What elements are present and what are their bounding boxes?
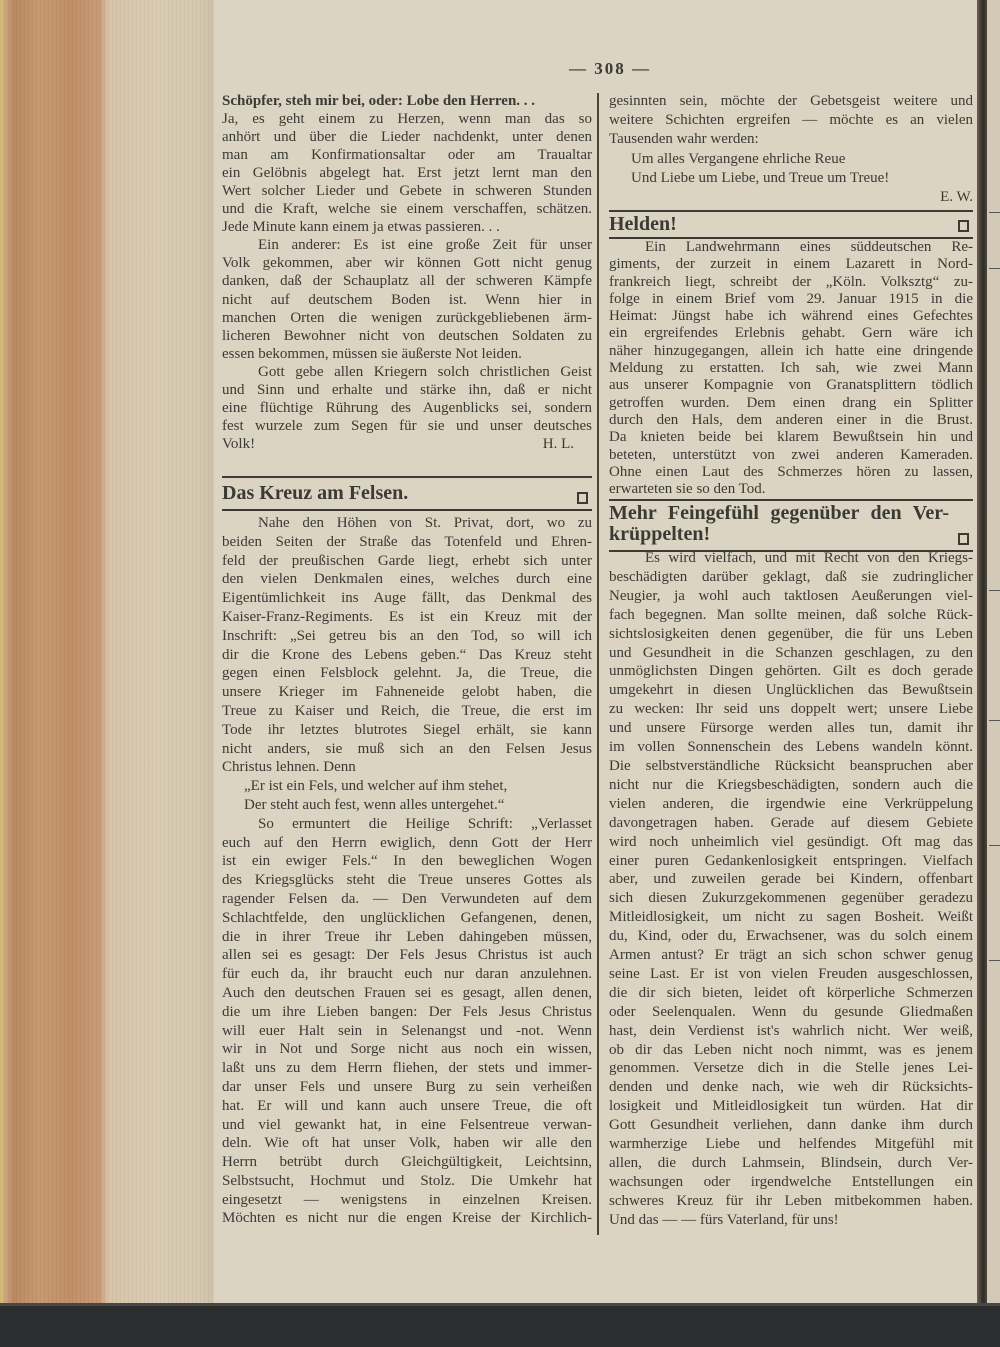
text-line (222, 965, 592, 984)
text-line (609, 1097, 973, 1116)
line-text: Eigentümlichkeit ins Auge fällt, das Denkmal des (222, 590, 592, 607)
text-line (609, 700, 973, 719)
text-line (222, 552, 592, 571)
line-text: Christus lehnen. Denn (222, 759, 356, 776)
line-text: Ja, es geht einem zu Herzen, wenn man das so (222, 111, 592, 128)
text-line (609, 946, 973, 965)
line-text: schweres Kreuz für ihr Leben mitbekommen haben. (609, 1192, 973, 1209)
line-text: die dir sich bieten, leidet oft körperliche Schmerzen (609, 984, 973, 1001)
line-text: Kaiser-Franz-Regiments. Es ist ein Kreuz mit der (222, 608, 592, 625)
line-text: umgekehrt in diesen Unglücklichen das Bewußtsein (609, 682, 973, 699)
text-line (609, 150, 973, 169)
text-line (609, 308, 973, 325)
line-text: allen, die durch Lahmsein, Blindsein, durch Ver- (609, 1155, 973, 1171)
line-text: ein ergreifendes Erlebnis gehabt. Gern wäre ich (609, 325, 973, 342)
line-text: unmöglichsten Dingen gehörten. Gilt es doch gerade (609, 663, 973, 680)
line-text: beiden Seiten der Straße das Totenfeld und Ehren- (222, 533, 592, 550)
line-text: Auch den deutschen Frauen sei es gesagt, allen denen, (222, 984, 592, 1001)
text-line (609, 395, 973, 412)
text-line (609, 984, 973, 1003)
line-text: für euch da, ihr braucht euch nur daran anzulehnen. (222, 966, 592, 983)
text-line (609, 325, 973, 342)
line-text: sich diesen Zukurzgekommenen gegenüber geradezu (609, 890, 973, 907)
line-text: oder Seelenqualen. Wenn du gesunde Gliedmaßen (609, 1003, 973, 1020)
line-text: ob dir das Leben nicht noch nimmt, was es jenem (609, 1041, 973, 1058)
text-line (222, 1003, 592, 1022)
line-text: licheren Bewohner nicht von deutschen Soldaten zu (222, 327, 592, 344)
next-page-edge (987, 0, 1000, 1305)
text-line (609, 111, 973, 130)
text-line (222, 514, 592, 533)
line-text: des Kriegsglücks steht die Treue unseres Gottes als (222, 872, 592, 889)
text-line (222, 200, 592, 218)
text-line (222, 1134, 592, 1153)
line-text: anhört und über die Lieder nachdenkt, unter denen (222, 129, 592, 146)
text-line (222, 309, 592, 327)
paragraph (222, 110, 592, 236)
line-text: aus unserer Kompagnie von Granatsplittern tödlich (609, 377, 973, 394)
line-text: eine flüchtige Rührung des Augenblicks sei, sondern (222, 399, 592, 416)
text-line (609, 1059, 973, 1078)
text-line (222, 928, 592, 947)
line-text: Der steht auch fest, wenn alles untergehet.“ (244, 796, 505, 813)
text-line (609, 587, 973, 606)
line-text: erwarteten sie so den Tod. (609, 481, 766, 498)
line-text: allen sei es gesagt: Der Fels Jesus Christus ist auch (222, 947, 592, 964)
line-text: eingesetzt — wenigstens in einzelnen Kreisen. (222, 1191, 592, 1208)
article-body-helden (609, 239, 973, 498)
line-text: frankreich liegt, schreibt der „Köln. Volksztg“ zu- (609, 273, 973, 290)
left-intro-text (222, 92, 592, 453)
line-text: fest wurzele zum Segen für sie und unser deutsches (222, 417, 592, 434)
square-icon (958, 220, 969, 232)
text-line (222, 815, 592, 834)
line-text: hat. Er will und kann auch unsere Treue, die oft (222, 1097, 592, 1114)
line-text: Ein anderer: Es ist eine große Zeit für unser (258, 237, 592, 254)
page-bottom-edge (0, 1303, 1000, 1306)
text-line (222, 608, 592, 627)
text-line (222, 852, 592, 871)
text-line (609, 738, 973, 757)
text-line (609, 1116, 973, 1135)
line-text: die in ihrer Treue ihr Leben dahingeben müssen, (222, 928, 592, 945)
text-line (609, 1078, 973, 1097)
line-text: Und Liebe um Liebe, und Treue um Treue! (631, 169, 890, 186)
line-text: zu wecken: Ihr seid uns doppelt wert; unsere Liebe (609, 701, 973, 718)
text-line (609, 1135, 973, 1154)
text-line (222, 363, 592, 381)
line-text: wir in Not und Sorge nicht aus noch ein wissen, (222, 1041, 592, 1058)
text-line (222, 533, 592, 552)
verse (222, 777, 592, 815)
paragraph (222, 815, 592, 1229)
text-line (609, 343, 973, 360)
text-line (609, 814, 973, 833)
text-line (609, 239, 973, 256)
line-text: genommen. Versetze dich in die Stelle jenes Lei- (609, 1060, 973, 1077)
text-line (609, 481, 973, 498)
text-line (609, 256, 973, 273)
line-text: wird noch unheimlich viel gesündigt. Oft mag das (609, 833, 973, 850)
article-title-line: Mehr Feingefühl gegenüber den Ver- (609, 502, 949, 524)
text-line (609, 377, 973, 394)
text-line (609, 776, 973, 795)
text-line (609, 852, 973, 871)
text-line (222, 381, 592, 399)
text-line (222, 218, 592, 236)
line-text: ist ein ewiger Fels.“ In den beweglichen Wogen (222, 853, 592, 870)
line-text: und viel gewankt hat, in eine Felsentreue verwan- (222, 1116, 592, 1133)
text-line (222, 236, 592, 254)
line-text: und unsere Fürsorge werden alles tun, damit ihr (609, 720, 973, 737)
article-heading-helden (609, 210, 973, 239)
line-text: Jede Minute kann einem ja etwas passieren. . . (222, 219, 500, 236)
text-line (222, 92, 592, 110)
article-body-kreuz (222, 514, 592, 1228)
line-text: wachsungen oder irgendwelche Entstellungen ein (609, 1173, 973, 1190)
text-line (609, 429, 973, 446)
text-line (222, 758, 592, 777)
line-text: Herrn betrübt durch Gleichgültigkeit, Leichtsinn, (222, 1154, 592, 1171)
line-text: Gott gebe allen Kriegern solch christlichen Geist (258, 363, 592, 380)
line-text: beschädigten darüber geklagt, daß sie zudringlicher (609, 568, 973, 585)
paragraph (222, 92, 592, 110)
line-text: und die Kraft, welche sie einem verschaffen, schätzen. (222, 201, 592, 218)
line-text: Da knieten beide bei klarem Bewußtsein hin und (609, 429, 973, 446)
text-line (609, 447, 973, 464)
text-line (222, 589, 592, 608)
line-text: Inschrift: „Sei getreu bis an den Tod, so will ich (222, 627, 592, 644)
text-line (222, 128, 592, 146)
text-line (222, 110, 592, 128)
book-page-edges (0, 0, 215, 1305)
article-heading-feingefuehl (609, 499, 973, 552)
line-text: Die selbstverständliche Rücksicht beanspruchen aber (609, 757, 973, 774)
text-line (609, 662, 973, 681)
text-line (609, 889, 973, 908)
text-line (222, 417, 592, 435)
line-text: aber, und zuweilen gerade bei Kindern, offenbart (609, 871, 973, 888)
line-text: giments, der zurzeit in einem Lazarett in Nord- (609, 256, 973, 273)
line-text: unsere Krieger im Fahneneide gelobt haben, die (222, 684, 592, 701)
text-line (609, 719, 973, 738)
line-text: du, Kind, oder du, Erwachsener, was du solch einem (609, 928, 973, 945)
text-line (222, 664, 592, 683)
line-text: Meldung zu erstatten. Ich sah, wie zwei Mann (609, 360, 973, 377)
line-text: dir die Krone des Lebens geben.“ Das Kreuz steht (222, 646, 592, 663)
line-text: deln. Wie oft hat unser Volk, haben wir alle den (222, 1135, 592, 1152)
text-line (222, 1209, 592, 1228)
line-text: sichtslosigkeiten denen gegenüber, die für uns Leben (609, 625, 973, 642)
text-line (609, 757, 973, 776)
text-line (609, 833, 973, 852)
line-text: durch den Hals, dem anderen einer in die Brust. (609, 411, 973, 428)
signature: H. L. (542, 435, 574, 452)
text-line (222, 146, 592, 164)
text-line (222, 1078, 592, 1097)
text-line (609, 1041, 973, 1060)
text-line (222, 646, 592, 665)
line-text: Neugier, ja wohl auch taktlosen Aeußerungen viel- (609, 587, 973, 604)
right-intro-text (609, 92, 973, 188)
text-line (609, 927, 973, 946)
text-line (222, 327, 592, 345)
text-line (222, 740, 592, 759)
line-text: will euer Halt sein in Selenangst und -not. Wenn (222, 1022, 592, 1039)
paragraph (609, 549, 973, 1230)
text-line (222, 1022, 592, 1041)
text-line (222, 1153, 592, 1172)
paragraph (222, 236, 592, 362)
text-line (609, 412, 973, 429)
line-text: euch auf den Herrn ewiglich, denn Gott der Herr (222, 834, 592, 851)
line-text: Ein Landwehrmann eines süddeutschen Re- (645, 239, 973, 255)
text-line (609, 291, 973, 308)
text-line (609, 908, 973, 927)
article-heading-kreuz (222, 476, 592, 511)
text-line (222, 871, 592, 890)
line-text: Gott Gesundheit verliehen, dann danke ihm durch (609, 1117, 973, 1134)
text-line (222, 777, 592, 796)
text-line (222, 702, 592, 721)
text-line (609, 549, 973, 568)
line-text: Und das — — fürs Vaterland, für uns! (609, 1211, 839, 1228)
line-text: gesinnten sein, möchte der Gebetsgeist weitere und (609, 93, 973, 109)
page-number: — 308 — (569, 59, 651, 78)
square-icon (577, 492, 588, 504)
text-line (222, 984, 592, 1003)
text-line (222, 1097, 592, 1116)
line-text: folge in einem Brief vom 29. Januar 1915 in die (609, 290, 973, 307)
line-text: näher hinzugegangen, allein ich hatte eine dringende (609, 342, 973, 359)
line-text: feld der preußischen Garde liegt, erhebt sich unter (222, 552, 592, 569)
line-text: Treue zu Kaiser und Reich, die Treue, die erst im (222, 702, 592, 719)
line-text: und Sinn und erhalte und stärke ihn, daß er nicht (222, 381, 592, 398)
line-text: essen bekommen, müssen sie äußerste Not leiden. (222, 345, 522, 362)
line-text: dar unser Fels und unsere Burg zu sein verheißen (222, 1078, 592, 1095)
line-text: die um ihre Lieben bangen: Der Fels Jesus Christus (222, 1003, 592, 1020)
text-line (222, 570, 592, 589)
column-divider (597, 93, 599, 1235)
text-line (609, 169, 973, 188)
text-line (609, 130, 973, 149)
text-line (609, 1154, 973, 1173)
text-line (222, 182, 592, 200)
line-text: ragender Felsen da. — Den Verwundeten auf dem (222, 890, 592, 907)
paragraph (609, 239, 973, 498)
line-text: Ohne einen Laut des Schmerzes hören zu lassen, (609, 463, 973, 480)
line-text: laßt uns zu dem Herrn fliehen, der stets und immer- (222, 1060, 592, 1077)
text-line (609, 568, 973, 587)
text-line (222, 796, 592, 815)
line-text: Möchten es nicht nur die engen Kreise der Kirchlich- (222, 1210, 592, 1227)
line-text: ein Gelöbnis abgelegt hat. Erst jetzt lernt man den (222, 165, 592, 182)
signature: E. W. (940, 189, 973, 205)
line-text: man am Konfirmationsaltar oder am Traualtar (222, 147, 592, 164)
text-line (609, 644, 973, 663)
line-text: beteten, unterstützt von zwei anderen Kameraden. (609, 446, 973, 463)
text-line (609, 606, 973, 625)
line-text: hast, dein Verdienst ist's wahrlich nicht. Wer weiß, (609, 1022, 973, 1039)
text-line (222, 164, 592, 182)
text-line (222, 946, 592, 965)
article-title-line: krüppelten! (609, 523, 711, 545)
line-text: Selbstsucht, Hochmut und Stolz. Die Umkehr hat (222, 1172, 592, 1189)
line-text: getroffen wurden. Dem einen drang ein Splitter (609, 394, 973, 411)
text-line (222, 254, 592, 272)
paragraph (222, 363, 592, 453)
line-text: Wert solcher Lieder und Gebete in schweren Stunden (222, 183, 592, 200)
line-text: einer puren Gedankenlosigkeit entspringen. Vielfach (609, 852, 973, 869)
article-body-feingefuehl (609, 549, 973, 1230)
article-title: Helden! (609, 213, 677, 235)
text-line (609, 625, 973, 644)
line-text: vielen anderen, die irgendwie eine Verkrüppelung (609, 795, 973, 812)
text-line (222, 890, 592, 909)
line-text: den vielen Denkmalen eines, welches durch eine (222, 571, 592, 588)
text-line (222, 1172, 592, 1191)
line-text: Tausenden wahr werden: (609, 131, 759, 148)
text-line (222, 1116, 592, 1135)
text-line (609, 1022, 973, 1041)
text-line (222, 721, 592, 740)
text-line (609, 795, 973, 814)
text-line (609, 92, 973, 111)
text-line (609, 1173, 973, 1192)
text-line (609, 360, 973, 377)
text-line (222, 834, 592, 853)
text-line (222, 399, 592, 417)
text-line (222, 683, 592, 702)
text-line (222, 1040, 592, 1059)
line-text: So ermuntert die Heilige Schrift: „Verlasset (258, 815, 592, 832)
verse (609, 150, 973, 188)
line-text: Mitleidlosigkeit, um nicht zu sagen Bosheit. Weißt (609, 909, 973, 926)
text-line (609, 1003, 973, 1022)
text-line (609, 274, 973, 291)
text-line (609, 1192, 973, 1211)
line-text: fach begegnen. Man sollte meinen, daß solche Rück- (609, 606, 973, 623)
line-text: nicht anders, sie muß sich an den Felsen Jesus (222, 740, 592, 757)
text-line (222, 1059, 592, 1078)
line-text: nicht auf deutschem Boden ist. Wenn hier in (222, 291, 592, 308)
line-text: gegen einen Felsblock gelehnt. Ja, die Treue, die (222, 665, 592, 682)
line-text: Tode ihr letztes blutrotes Siegel erhält, sie kann (222, 721, 592, 738)
line-text: Um alles Vergangene ehrliche Reue (631, 150, 846, 167)
square-icon (958, 533, 969, 545)
line-text: seine Last. Er ist von vielen Freuden ausgeschlossen, (609, 965, 973, 982)
text-line (222, 909, 592, 928)
text-line (609, 464, 973, 481)
line-text: manchen Orten die wenigen zurückgebliebenen ärm- (222, 309, 592, 326)
line-text: losigkeit und Mitleidlosigkeit tun würden. Hat dir (609, 1098, 973, 1115)
text-line (609, 681, 973, 700)
line-text: warmherzige Liebe und helfendes Mitgefühl mit (609, 1136, 973, 1153)
line-text: Nahe den Höhen von St. Privat, dort, wo zu (258, 515, 592, 531)
line-text: nicht nur die Kriegsbeschädigten, sondern auch die (609, 776, 973, 793)
text-line (222, 345, 592, 363)
text-line (222, 291, 592, 309)
line-text: Heimat: Jüngst habe ich während eines Gefechtes (609, 308, 973, 325)
line-text: „Er ist ein Fels, und welcher auf ihm stehet, (244, 778, 508, 795)
text-line (222, 435, 592, 453)
line-text: und Gesundheit in die Schanzen geschlagen, zu den (609, 644, 973, 661)
line-text: davongetragen haben. Gerade auf diesem Gebiete (609, 814, 973, 831)
text-line (222, 627, 592, 646)
line-text: Schöpfer, steh mir bei, oder: Lobe den Herren. . . (222, 93, 536, 109)
article-title: Das Kreuz am Felsen. (222, 482, 409, 504)
line-text: denden und denke nach, wie weh dir Rücksichts- (609, 1079, 973, 1096)
line-text: danken, daß der Schauplatz all der schweren Kämpfe (222, 273, 592, 290)
text-line (222, 272, 592, 290)
text-line (609, 965, 973, 984)
line-text: im vollen Sonnenschein des Lebens wandeln könnt. (609, 739, 973, 756)
line-text: Schlachtfelde, den unglücklichen Gefangenen, denen, (222, 909, 592, 926)
text-line (609, 870, 973, 889)
line-text: Volk! (222, 435, 256, 452)
paragraph (609, 92, 973, 150)
line-text: weitere Schichten ergreifen — möchte es an vielen (609, 112, 973, 129)
line-text: Armen antust? Er trägt an sich schon schwer genug (609, 947, 973, 964)
text-line (609, 1211, 973, 1230)
line-text: Es wird vielfach, und mit Recht von den Kriegs- (645, 550, 973, 566)
line-text: Volk gekommen, aber wir können Gott nicht genug (222, 255, 592, 272)
paragraph (222, 514, 592, 777)
text-line (222, 1191, 592, 1210)
